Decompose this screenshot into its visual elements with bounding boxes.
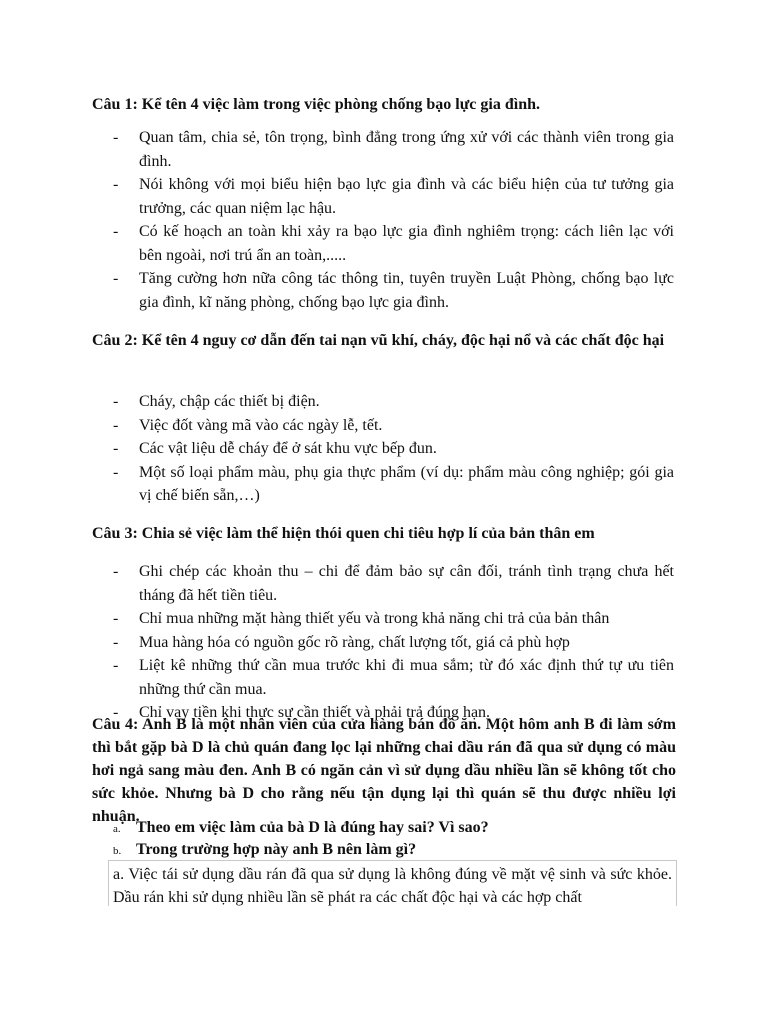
list-item: - Quan tâm, chia sẻ, tôn trọng, bình đẳng trong ứng xử với các thành viên trong gia đình. <box>0 126 768 173</box>
dash-marker: - <box>113 440 119 457</box>
question-1-title: Câu 1: Kể tên 4 việc làm trong việc phòng chống bạo lực gia đình. <box>92 96 540 113</box>
question-4-subquestions <box>0 817 768 861</box>
dash-marker: - <box>113 223 119 240</box>
dash-marker: - <box>113 393 119 410</box>
list-item: - Cháy, chập các thiết bị điện. <box>0 390 768 414</box>
dash-marker: - <box>113 610 119 627</box>
list-item: - Các vật liệu dễ cháy để ở sát khu vực bếp đun. <box>0 437 768 461</box>
question-2-list <box>0 390 768 508</box>
list-item: a. Theo em việc làm của bà D là đúng hay sai? Vì sao? <box>0 817 768 839</box>
question-2-title: Câu 2: Kể tên 4 nguy cơ dẫn đến tai nạn vũ khí, cháy, độc hại nổ và các chất độc hại <box>92 332 665 349</box>
dash-marker: - <box>113 563 119 580</box>
dash-marker: - <box>113 633 119 651</box>
question-3-title: Câu 3: Chia sẻ việc làm thể hiện thói quen chi tiêu hợp lí của bản thân em <box>92 525 595 542</box>
list-item: - Tăng cường hơn nữa công tác thông tin, tuyên truyền Luật Phòng, chống bạo lực gia đình, kĩ năng phòng, chống bạo lực gia đình. <box>0 267 768 314</box>
dash-marker: - <box>113 657 119 674</box>
list-item: - Chỉ mua những mặt hàng thiết yếu và trong khả năng chi trả của bản thân <box>0 607 768 631</box>
sub-marker: b. <box>113 845 122 857</box>
dash-marker: - <box>113 270 119 287</box>
question-3-list <box>0 560 768 725</box>
dash-marker: - <box>113 463 119 481</box>
list-item: - Một số loại phẩm màu, phụ gia thực phẩm (ví dụ: phẩm màu công nghiệp; gói gia vị chế biến sẵn,…) <box>0 461 768 508</box>
list-item: - Chỉ vay tiền khi thực sự cần thiết và phải trả đúng hạn. <box>0 701 768 725</box>
list-item: - Mua hàng hóa có nguồn gốc rõ ràng, chất lượng tốt, giá cả phù hợp <box>0 631 768 655</box>
answer-box: a. Việc tái sử dụng dầu rán đã qua sử dụng là không đúng về mặt vệ sinh và sức khỏe. Dầu rán khi sử dụng nhiều lần sẽ phát ra các chất độc hại và các hợp chất <box>108 860 677 906</box>
question-1-list <box>0 126 768 314</box>
list-item: - Ghi chép các khoản thu – chi để đảm bảo sự cân đối, tránh tình trạng chưa hết tháng đã hết tiền tiêu. <box>0 560 768 607</box>
list-item: - Việc đốt vàng mã vào các ngày lễ, tết. <box>0 414 768 438</box>
question-4-title: Câu 4: Anh B là một nhân viên của cửa hàng bán đồ ăn. Một hôm anh B đi làm sớm thì bắt gặp bà D là chủ quán đang lọc lại những chai dầu rán đã qua sử dụng có màu hơi ngả sang màu đen. Anh B có ngăn cản vì sử dụng dầu nhiều lần sẽ không tốt cho sức khỏe. Nhưng bà D cho rằng nếu tận dụng lại thì quán sẽ thu được nhiều lợi nhuận. <box>92 716 676 825</box>
sub-marker: a. <box>113 823 121 835</box>
dash-marker: - <box>113 129 119 146</box>
dash-marker: - <box>113 176 119 193</box>
list-item: - Liệt kê những thứ cần mua trước khi đi mua sắm; từ đó xác định thứ tự ưu tiên những thứ cần mua. <box>0 654 768 701</box>
dash-marker: - <box>113 704 119 721</box>
list-item: - Có kế hoạch an toàn khi xảy ra bạo lực gia đình nghiêm trọng: cách liên lạc với bên ngoài, nơi trú ẩn an toàn,..... <box>0 220 768 267</box>
list-item: b. Trong trường hợp này anh B nên làm gì? <box>0 839 768 861</box>
dash-marker: - <box>113 416 119 434</box>
list-item: - Nói không với mọi biểu hiện bạo lực gia đình và các biểu hiện của tư tưởng gia trưởng, các quan niệm lạc hậu. <box>0 173 768 220</box>
